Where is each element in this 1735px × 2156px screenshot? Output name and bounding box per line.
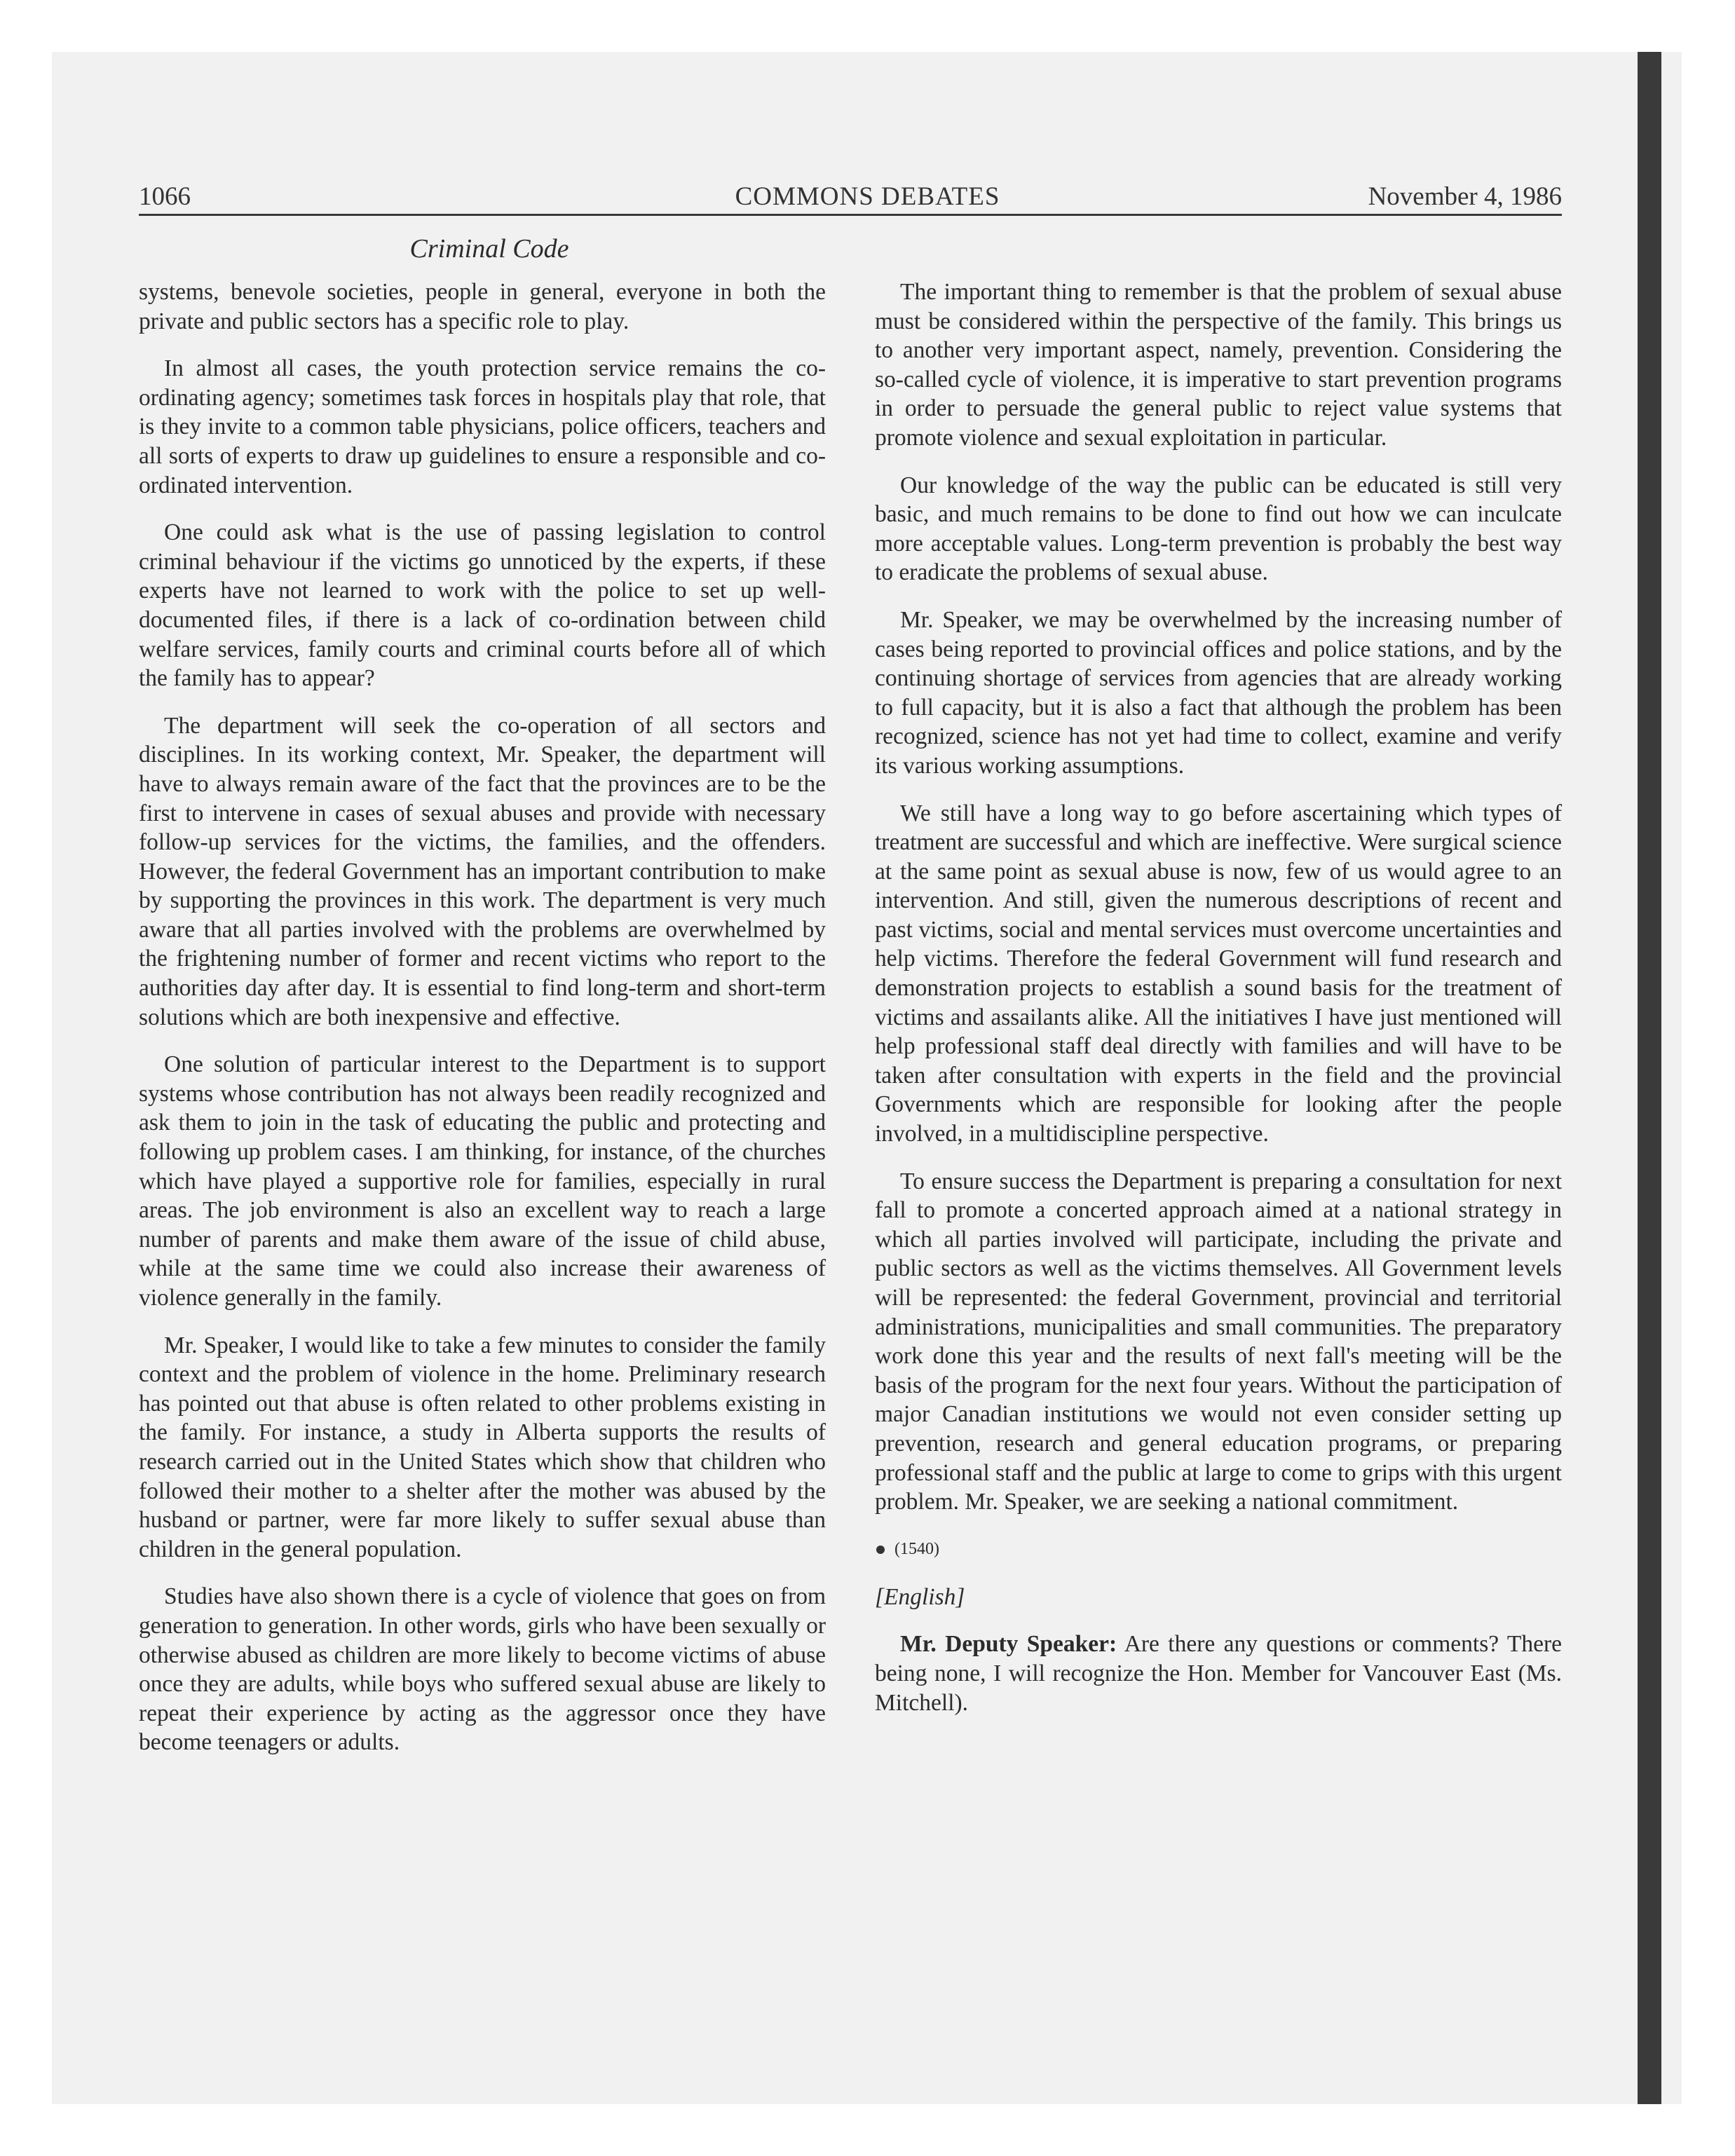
paragraph: Mr. Speaker, we may be overwhelmed by the increasing number of cases being reported to provincial offices and police stations, and by the continuing shortage of services from agencies that are already working to full capacity, but it is also a fact that although the problem has been recognized, science has not yet had time to collect, examine and verify its various working assumptions. [875,606,1562,779]
left-column [139,278,826,1775]
journal-title: COMMONS DEBATES [735,182,1000,211]
page-number: 1066 [139,182,191,211]
header-rule [139,214,1562,216]
paragraph: The important thing to remember is that the problem of sexual abuse must be considered within the perspective of the family. This brings us to another very important aspect, namely, prevention. Considering the so-called cycle of violence, it is imperative to start prevention programs in order to persuade the general public to reject value systems that promote violence and sexual exploitation in particular. [875,279,1562,451]
speaker-name: Mr. Deputy Speaker: [900,1631,1117,1658]
paragraph: systems, benevole societies, people in general, everyone in both the private and public sectors has a specific role to play. [139,279,826,334]
paragraph: In almost all cases, the youth protection service remains the co-ordinating agency; sometimes task forces in hospitals play that role, that is they invite to a common table physicians, police officers, teachers and all sorts of experts to draw up guidelines to ensure a responsible and co-ordinated intervention. [139,355,826,498]
section-title: Criminal Code [409,234,569,264]
paragraph: One solution of particular interest to the Department is to support systems whose contribution has not always been readily recognized and ask them to join in the task of educating the public and protecting and following up problem cases. I am thinking, for instance, of the churches which have played a supportive role for families, especially in rural areas. The job environment is also an excellent way to reach a large number of parents and make them aware of the issue of child abuse, while at the same time we could also increase their awareness of violence generally in the family. [139,1051,826,1311]
page-date: November 4, 1986 [1368,182,1562,211]
paragraph: Studies have also shown there is a cycle of violence that goes on from generation to generation. In other words, girls who have been sexually or otherwise abused as children are more likely to become victims of abuse once they are adults, while boys who suffered sexual abuse are likely to repeat their experience by acting as the aggressor once they have become teenagers or adults. [139,1583,826,1756]
time-marker [875,1535,1562,1563]
language-note: [English] [875,1583,965,1610]
closing-paragraph [875,1630,1562,1717]
paragraph: The department will seek the co-operation of all sectors and disciplines. In its working context, Mr. Speaker, the department will have to always remain aware of the fact that the provinces are to be the first to intervene in cases of sexual abuses and provide with necessary follow-up services for the victims, the families, and the offenders. However, the federal Government has an important contribution to make by supporting the provinces in this work. The department is very much aware that all parties involved with the problems are overwhelmed by the frightening number of former and recent victims who report to the authorities day after day. It is essential to find long-term and short-term solutions which are both inexpensive and effective. [139,712,826,1030]
page-edge-shadow [1638,52,1661,2104]
right-column [875,278,1562,1735]
paragraph: To ensure success the Department is preparing a consultation for next fall to promote a concerted approach aimed at a national strategy in which all parties involved will participate, including the private and public sectors as well as the victims themselves. All Government levels will be represented: the federal Government, provincial and territorial administrations, municipalities and small communities. The preparatory work done this year and the results of next fall's meeting will be the basis of the program for the next four years. Without the participation of major Canadian institutions we would not even consider setting up prevention, research and general education programs, or preparing professional staff and the public at large to come to grips with this urgent problem. Mr. Speaker, we are seeking a national commitment. [875,1168,1562,1515]
bullet-icon [876,1546,885,1554]
paragraph: We still have a long way to go before ascertaining which types of treatment are successful and which are ineffective. Were surgical science at the same point as sexual abuse is now, few of us would agree to an intervention. And still, given the numerous descriptions of recent and past victims, social and mental services must overcome uncertainties and help victims. Therefore the federal Government will fund research and demonstration projects to establish a sound basis for the treatment of victims and assailants alike. All the initiatives I have just mentioned will help professional staff deal directly with families and will have to be taken after consultation with experts in the field and the provincial Governments which are responsible for looking after the people involved, in a multidiscipline perspective. [875,800,1562,1147]
closing-text: Are there any questions or comments? There being none, I will recognize the Hon. Member for Vancouver East (Ms. Mitchell). [875,1631,1562,1716]
paragraph: Mr. Speaker, I would like to take a few minutes to consider the family context and the problem of violence in the home. Preliminary research has pointed out that abuse is often related to other problems existing in the family. For instance, a study in Alberta supports the results of research carried out in the United States which show that children who followed their mother to a shelter after the mother was abused by the husband or partner, were far more likely to suffer sexual abuse than children in the general population. [139,1332,826,1562]
time-marker-text: (1540) [894,1539,939,1558]
paragraph: Our knowledge of the way the public can be educated is still very basic, and much remains to be done to find out how we can inculcate more acceptable values. Long-term prevention is probably the best way to eradicate the problems of sexual abuse. [875,472,1562,586]
paragraph: One could ask what is the use of passing legislation to control criminal behaviour if the victims go unnoticed by the experts, if these experts have not learned to work with the police to set up well-documented files, if there is a lack of co-ordination between child welfare services, family courts and criminal courts before all of which the family has to appear? [139,519,826,692]
